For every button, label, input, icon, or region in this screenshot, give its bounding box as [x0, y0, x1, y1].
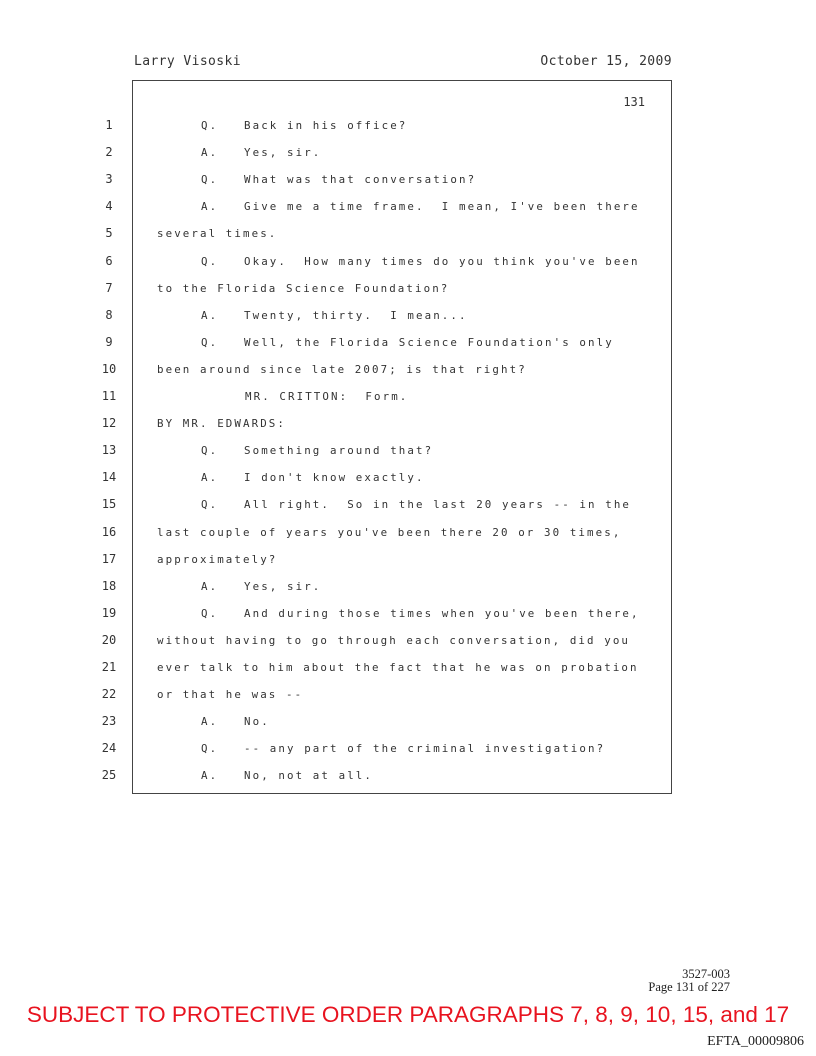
line-number: 21: [101, 660, 117, 674]
document-id: [648, 968, 730, 994]
transcript-line: A. I don't know exactly.: [201, 471, 425, 485]
transcript-line: Q. Well, the Florida Science Foundation's only: [201, 335, 614, 349]
line-number: 14: [101, 470, 117, 485]
line-number: 19: [101, 605, 117, 620]
line-number: 15: [101, 497, 117, 512]
line-number: 11: [101, 389, 117, 403]
transcript-line: ever talk to him about the fact that he was on probation: [157, 661, 639, 674]
line-number: 13: [101, 443, 117, 458]
transcript-line: Q. What was that conversation?: [201, 173, 477, 187]
transcript-line: last couple of years you've been there 20 or 30 times,: [157, 525, 622, 539]
transcript-line: Q. Okay. How many times do you think you've been: [201, 254, 640, 268]
line-number: 8: [105, 307, 113, 322]
transcript-line: several times.: [157, 227, 278, 241]
transcript-line: been around since late 2007; is that right?: [157, 362, 527, 376]
line-number: 3: [105, 172, 113, 187]
transcript-line: to the Florida Science Foundation?: [157, 281, 450, 295]
deposition-date: October 15, 2009: [540, 54, 672, 69]
line-number: 7: [105, 280, 113, 295]
line-number: 2: [105, 145, 113, 160]
line-number: 25: [101, 768, 117, 783]
doc-number: 3527-003: [682, 967, 730, 981]
transcript-line: Q. And during those times when you've been there,: [201, 606, 640, 620]
transcript-line: A. Twenty, thirty. I mean...: [201, 308, 468, 322]
line-number: 22: [101, 687, 117, 702]
transcript-line: approximately?: [157, 552, 278, 566]
transcript-line: A. Yes, sir.: [201, 579, 322, 593]
transcript-line: Q. All right. So in the last 20 years -- in the: [201, 498, 632, 512]
transcript-line: BY MR. EDWARDS:: [157, 417, 287, 431]
protective-order-notice: SUBJECT TO PROTECTIVE ORDER PARAGRAPHS 7, 8, 9, 10, 15, and 17: [26, 1002, 790, 1027]
line-number: 17: [101, 551, 117, 566]
transcript-line: Q. -- any part of the criminal investigation?: [201, 742, 606, 756]
line-number: 6: [105, 253, 113, 268]
transcript-frame: [132, 80, 672, 794]
line-number: 4: [105, 199, 113, 214]
line-number: 20: [101, 632, 117, 647]
line-number: 10: [101, 361, 117, 376]
line-number: 12: [101, 416, 117, 431]
bates-number: EFTA_00009806: [707, 1034, 804, 1049]
line-number: 9: [105, 334, 113, 349]
transcript-line: or that he was --: [157, 688, 304, 702]
line-number: 5: [105, 226, 113, 241]
line-number: 24: [101, 741, 117, 756]
page-of: Page 131 of 227: [648, 980, 730, 994]
witness-name: Larry Visoski: [134, 54, 241, 69]
transcript-line: without having to go through each conversation, did you: [157, 633, 631, 647]
transcript-line: A. Give me a time frame. I mean, I've been there: [201, 200, 640, 214]
page-number: 131: [623, 95, 645, 109]
line-number: 16: [101, 524, 117, 539]
transcript-line: Q. Something around that?: [201, 444, 434, 458]
line-number: 18: [101, 578, 117, 593]
line-number: 23: [101, 714, 117, 729]
transcript-line: A. No, not at all.: [201, 769, 374, 783]
transcript-line: MR. CRITTON: Form.: [245, 390, 409, 403]
line-number: 1: [105, 118, 113, 132]
transcript-line: A. Yes, sir.: [201, 146, 322, 160]
transcript-line: Q. Back in his office?: [201, 119, 408, 132]
transcript-line: A. No.: [201, 715, 270, 729]
